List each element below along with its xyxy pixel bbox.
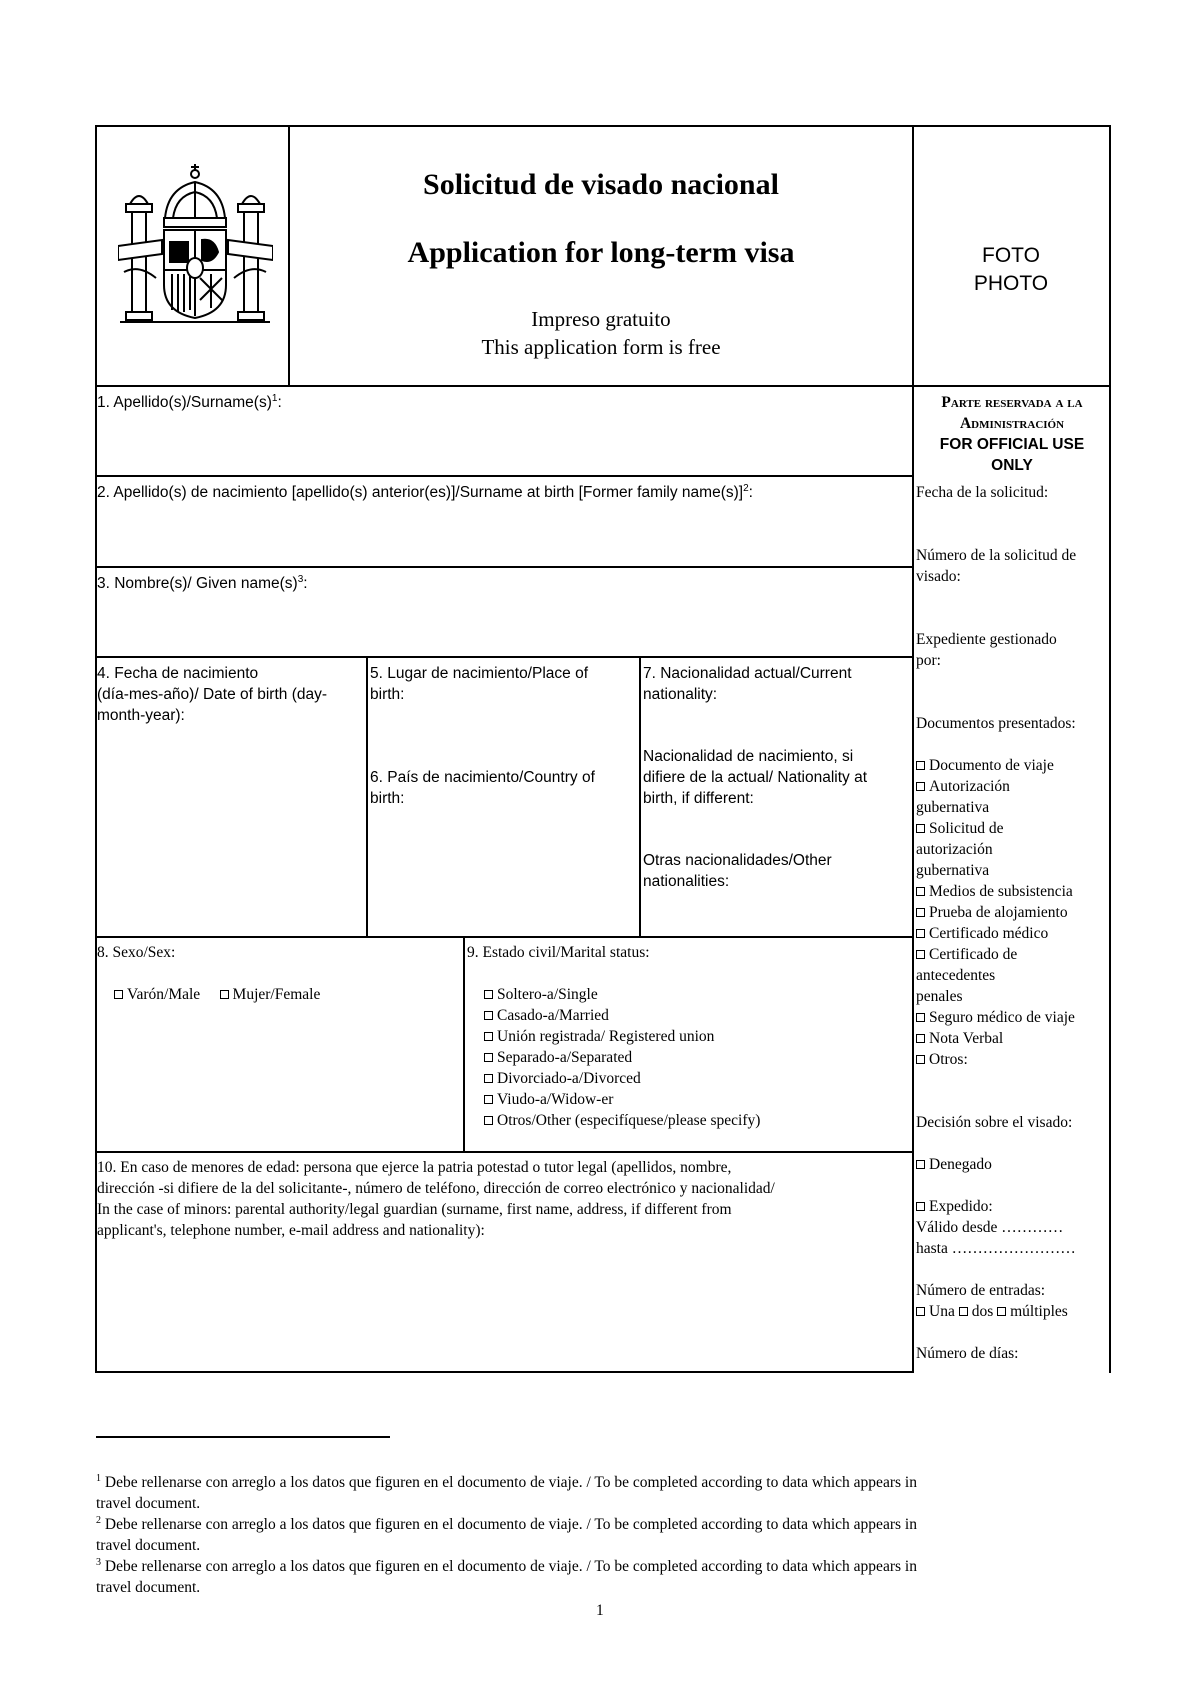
- application-date-label: Fecha de la solicitud:: [916, 484, 1049, 501]
- photo-label-english: PHOTO: [973, 272, 1049, 295]
- entries-label: Número de entradas:: [916, 1282, 1046, 1299]
- doc-option[interactable]: Medios de subsistencia: [916, 881, 1110, 902]
- marital-option[interactable]: Casado-a/Married: [484, 1005, 760, 1026]
- photo-label-spanish: FOTO: [982, 244, 1040, 267]
- sex-option-male[interactable]: Varón/Male: [114, 986, 200, 1003]
- field-date-of-birth-label: 4. Fecha de nacimiento (día-mes-año)/ Date of birth (day- month-year):: [97, 665, 328, 724]
- marital-option[interactable]: Viudo-a/Widow-er: [484, 1089, 760, 1110]
- field-nationality-at-birth-label: Nacionalidad de nacimiento, si difiere de la actual/ Nationality at birth, if different:: [643, 748, 868, 807]
- doc-option[interactable]: Certificado de: [916, 944, 1110, 965]
- checkbox-icon[interactable]: [916, 887, 925, 896]
- decision-issued-option[interactable]: Expedido:: [916, 1196, 1110, 1217]
- checkbox-icon[interactable]: [916, 908, 925, 917]
- free-form-spanish: Impreso gratuito: [531, 307, 671, 331]
- doc-option[interactable]: Solicitud de: [916, 818, 1110, 839]
- field-sex-label: 8. Sexo/Sex:: [97, 944, 176, 961]
- checkbox-icon[interactable]: [916, 1160, 925, 1169]
- valid-until-label: hasta ……………………: [916, 1240, 1076, 1257]
- checkbox-icon[interactable]: [484, 1074, 493, 1083]
- doc-option[interactable]: Autorización: [916, 776, 1110, 797]
- page-number: 1: [596, 1602, 604, 1619]
- marital-option[interactable]: Otros/Other (especifíquese/please specify): [484, 1110, 760, 1131]
- footnote-3: $^3$ Debe rellenarse con arreglo a los datos que figuren en el documento de viaje. / To be completed according to data which appears in travel document.: [96, 1556, 917, 1596]
- checkbox-icon[interactable]: [916, 1013, 925, 1022]
- marital-option[interactable]: Soltero-a/Single: [484, 984, 760, 1005]
- title-spanish: Solicitud de visado nacional: [423, 168, 779, 201]
- checkbox-icon[interactable]: [916, 1055, 925, 1064]
- footnote-separator: [96, 1436, 390, 1438]
- sex-options: [114, 984, 320, 1005]
- checkbox-icon[interactable]: [916, 1307, 925, 1316]
- doc-option[interactable]: Prueba de alojamiento: [916, 902, 1110, 923]
- valid-from-label: Válido desde …………: [916, 1219, 1064, 1236]
- entries-options[interactable]: Una dos múltiples: [916, 1301, 1110, 1322]
- field-surname-label: 1. $Apellido(s)/Surname(s)^1$:: [97, 392, 282, 411]
- doc-option[interactable]: Documento de viaje: [916, 755, 1110, 776]
- field-legal-guardian-label: 10. En caso de menores de edad: persona que ejerce la patria potestad o tutor legal (apellidos, nombre, dirección -si difiere de la del solicitante-, número de teléfono, dirección de correo electrónico y nacionalidad/ In the case of minors: parental authority/legal guardian (surname, first name, address, if different from applicant's, telephone number, e-mail address and nationality):: [97, 1159, 775, 1239]
- marital-option[interactable]: Divorciado-a/Divorced: [484, 1068, 760, 1089]
- field-nationality-label: 7. Nacionalidad actual/Current nationality:: [643, 665, 852, 703]
- checkbox-icon[interactable]: [916, 782, 925, 791]
- doc-option[interactable]: Seguro médico de viaje: [916, 1007, 1110, 1028]
- marital-status-options: [484, 984, 760, 1131]
- sex-option-female[interactable]: Mujer/Female: [220, 986, 321, 1003]
- checkbox-icon[interactable]: [959, 1307, 968, 1316]
- checkbox-icon[interactable]: [916, 824, 925, 833]
- checkbox-icon[interactable]: [916, 761, 925, 770]
- official-use-heading: Parte reservada a la Administración FOR OFFICIAL USE ONLY: [939, 394, 1085, 474]
- application-number-label: Número de la solicitud de: [916, 547, 1077, 564]
- field-marital-status-label: 9. Estado civil/Marital status:: [467, 944, 650, 961]
- doc-option[interactable]: Nota Verbal: [916, 1028, 1110, 1049]
- file-managed-by-label: Expediente gestionado: [916, 631, 1057, 648]
- field-given-names-label: 3. Nombre(s)/ Given $name(s)^3$:: [97, 573, 308, 592]
- checkbox-icon[interactable]: [484, 1032, 493, 1041]
- checkbox-icon[interactable]: [916, 950, 925, 959]
- decision-denied-option[interactable]: Denegado: [916, 1154, 1110, 1175]
- checkbox-icon[interactable]: [484, 1011, 493, 1020]
- checkbox-icon[interactable]: [220, 990, 229, 999]
- checkbox-icon[interactable]: [484, 1053, 493, 1062]
- checkbox-icon[interactable]: [114, 990, 123, 999]
- doc-option[interactable]: Otros:: [916, 1049, 1110, 1070]
- marital-option[interactable]: Unión registrada/ Registered union: [484, 1026, 760, 1047]
- checkbox-icon[interactable]: [484, 990, 493, 999]
- field-place-of-birth-label: 5. Lugar de nacimiento/Place of birth:: [370, 665, 588, 703]
- field-other-nationalities-label: Otras nacionalidades/Other nationalities:: [643, 852, 832, 890]
- checkbox-icon[interactable]: [997, 1307, 1006, 1316]
- checkbox-icon[interactable]: [484, 1116, 493, 1125]
- title-english: Application for long-term visa: [407, 236, 795, 269]
- marital-option[interactable]: Separado-a/Separated: [484, 1047, 760, 1068]
- footnote-1: $^1$ Debe rellenarse con arreglo a los datos que figuren en el documento de viaje. / To be completed according to data which appears in travel document.: [96, 1472, 917, 1512]
- field-surname-at-birth-label: 2. Apellido(s) de nacimiento [apellido(s) anterior(es)]/Surname at birth [Former family name(s)]$^2$:: [97, 482, 753, 501]
- number-of-days-label: Número de días:: [916, 1345, 1019, 1362]
- coat-of-arms-emblem: [118, 160, 273, 335]
- free-form-english: This application form is free: [481, 335, 721, 359]
- footnote-2: $^2$ Debe rellenarse con arreglo a los datos que figuren en el documento de viaje. / To be completed according to data which appears in travel document.: [96, 1514, 917, 1554]
- checkbox-icon[interactable]: [916, 1034, 925, 1043]
- visa-decision-label: Decisión sobre el visado:: [916, 1114, 1073, 1131]
- documents-submitted-label: Documentos presentados:: [916, 715, 1076, 732]
- field-country-of-birth-label: 6. País de nacimiento/Country of birth:: [370, 769, 595, 807]
- checkbox-icon[interactable]: [484, 1095, 493, 1104]
- doc-option[interactable]: Certificado médico: [916, 923, 1110, 944]
- official-use-fields: Fecha de la solicitud: Número de la solicitud de visado: Expediente gestionado por: Documentos presentados: Documento de viaje Autorización gubernativa Solicitud de autorización gubernativa Medios de subsistencia Prueba de alojamiento Certificado médico Certificado de antecedentes penales Seguro médico de viaje Nota Verbal Otros: Decisión sobre el visado: Denegado Expedido: Válido desde ………… hasta …………………… Número de entradas: Una dos múltiples Número de días:: [916, 482, 1110, 1364]
- checkbox-icon[interactable]: [916, 929, 925, 938]
- checkbox-icon[interactable]: [916, 1202, 925, 1211]
